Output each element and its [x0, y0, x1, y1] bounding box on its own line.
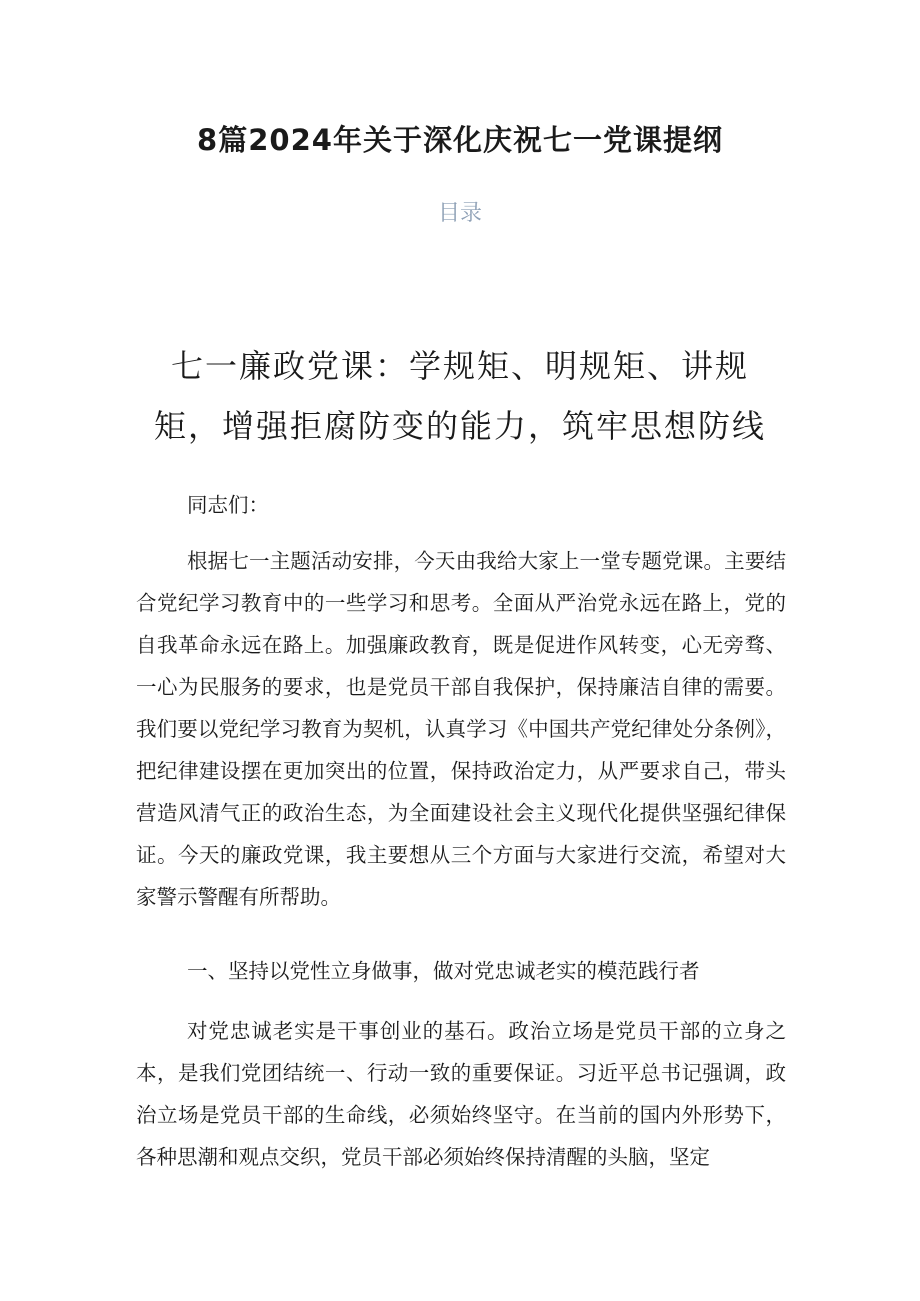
body-paragraph-1: 根据七一主题活动安排，今天由我给大家上一堂专题党课。主要结合党纪学习教育中的一些学习和思考。全面从严治党永远在路上，党的自我革命永远在路上。加强廉政教育，既是促进作风转变，心无旁骛、一心为民服务的要求，也是党员干部自我保护，保持廉洁自律的需要。我们要以党纪学习教育为契机，认真学习《中国共产党纪律处分条例》，把纪律建设摆在更加突出的位置，保持政治定力，从严要求自己，带头营造风清气正的政治生态，为全面建设社会主义现代化提供坚强纪律保证。今天的廉政党课，我主要想从三个方面与大家进行交流，希望对大家警示警醒有所帮助。 [136, 549, 786, 909]
section-title: 七一廉政党课：学规矩、明规矩、讲规矩，增强拒腐防变的能力，筑牢思想防线 [153, 347, 766, 445]
document-title: 8篇2024年关于深化庆祝七一党课提纲 [197, 123, 723, 157]
body-paragraph-2: 对党忠诚老实是干事创业的基石。政治立场是党员干部的立身之本，是我们党团结统一、行动一致的重要保证。习近平总书记强调，政治立场是党员干部的生命线，必须始终坚守。在当前的国内外形势下，各种思潮和观点交织，党员干部必须始终保持清醒的头脑，坚定 [136, 1019, 786, 1169]
salutation: 同志们： [187, 493, 269, 517]
section-heading-1: 一、坚持以党性立身做事，做对党忠诚老实的模范践行者 [187, 959, 700, 983]
table-of-contents-label: 目录 [437, 201, 482, 226]
